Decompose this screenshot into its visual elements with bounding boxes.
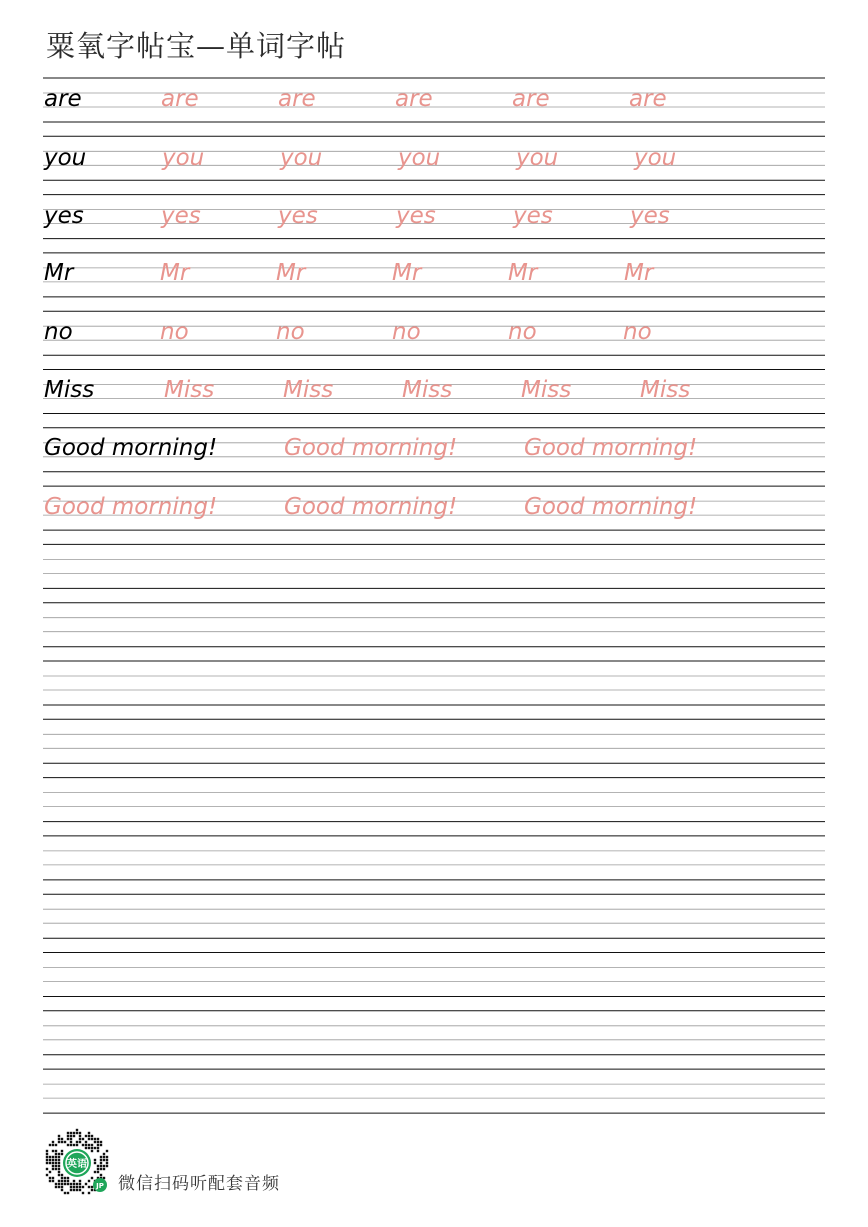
qr-dot — [67, 1192, 69, 1194]
trace-word: you — [280, 145, 323, 171]
trace-word: Miss — [164, 377, 215, 403]
trace-word: yes — [161, 203, 201, 229]
qr-dot — [46, 1150, 48, 1152]
qr-dot — [61, 1174, 63, 1176]
qr-dot — [73, 1135, 75, 1137]
qr-dot — [79, 1189, 81, 1191]
qr-dot — [49, 1156, 51, 1158]
qr-dot — [49, 1144, 51, 1146]
qr-dot — [61, 1189, 63, 1191]
qr-dot — [58, 1180, 60, 1182]
trace-word: are — [512, 86, 550, 112]
trace-word: you — [398, 145, 441, 171]
qr-dot — [73, 1144, 75, 1146]
qr-dot — [58, 1153, 60, 1155]
trace-word: no — [392, 319, 421, 345]
qr-dot — [100, 1174, 102, 1176]
qr-dot — [94, 1162, 96, 1164]
qr-dot — [58, 1162, 60, 1164]
trace-word: no — [508, 319, 537, 345]
trace-word: you — [162, 145, 205, 171]
qr-dot — [79, 1183, 81, 1185]
qr-dot — [97, 1171, 99, 1173]
qr-dot — [88, 1186, 90, 1188]
qr-dot — [91, 1135, 93, 1137]
qr-dot — [67, 1183, 69, 1185]
qr-dot — [70, 1132, 72, 1134]
footer-caption: 微信扫码听配套音频 — [118, 1174, 280, 1194]
qr-dot — [52, 1180, 54, 1182]
qr-dot — [52, 1144, 54, 1146]
qr-dot — [106, 1156, 108, 1158]
qr-dot — [76, 1189, 78, 1191]
trace-word: Mr — [276, 260, 306, 286]
trace-word: Miss — [640, 377, 691, 403]
trace-word: are — [395, 86, 433, 112]
qr-dot — [70, 1141, 72, 1143]
qr-dot — [103, 1168, 105, 1170]
qr-dot — [97, 1141, 99, 1143]
trace-word: Mr — [160, 260, 190, 286]
qr-dot — [64, 1141, 66, 1143]
qr-dot — [88, 1192, 90, 1194]
trace-word: yes — [513, 203, 553, 229]
qr-dot — [100, 1165, 102, 1167]
qr-dot — [91, 1144, 93, 1146]
qr-dot — [73, 1180, 75, 1182]
qr-dot — [79, 1141, 81, 1143]
qr-dot — [76, 1141, 78, 1143]
qr-dot — [88, 1147, 90, 1149]
qr-dot — [52, 1168, 54, 1170]
model-word: are — [44, 86, 82, 112]
qr-dot — [70, 1189, 72, 1191]
qr-dot — [76, 1132, 78, 1134]
qr-dot — [55, 1168, 57, 1170]
qr-dot — [76, 1144, 78, 1146]
trace-word: Mr — [508, 260, 538, 286]
qr-dot — [58, 1165, 60, 1167]
qr-dot — [61, 1177, 63, 1179]
qr-dot — [85, 1144, 87, 1146]
model-word: you — [44, 145, 87, 171]
qr-dot — [76, 1183, 78, 1185]
qr-dot — [58, 1138, 60, 1140]
qr-dot — [97, 1168, 99, 1170]
model-word: no — [44, 319, 73, 345]
trace-word: are — [161, 86, 199, 112]
trace-word: Mr — [392, 260, 422, 286]
qr-dot — [61, 1186, 63, 1188]
qr-dot — [82, 1138, 84, 1140]
qr-corner-label: JP — [96, 1182, 104, 1190]
qr-dot — [106, 1162, 108, 1164]
model-word: Good morning! — [44, 435, 218, 461]
trace-word: you — [634, 145, 677, 171]
qr-dot — [100, 1156, 102, 1158]
qr-dot — [46, 1153, 48, 1155]
qr-dot — [103, 1153, 105, 1155]
qr-dot — [100, 1162, 102, 1164]
model-word: Miss — [44, 377, 95, 403]
qr-dot — [106, 1165, 108, 1167]
qr-dot — [49, 1162, 51, 1164]
qr-dot — [46, 1156, 48, 1158]
qr-dot — [55, 1156, 57, 1158]
qr-dot — [61, 1153, 63, 1155]
qr-dot — [94, 1171, 96, 1173]
qr-dot — [97, 1138, 99, 1140]
qr-dot — [58, 1159, 60, 1161]
qr-dot — [73, 1186, 75, 1188]
qr-dot — [91, 1189, 93, 1191]
qr-dot — [85, 1135, 87, 1137]
qr-dot — [73, 1189, 75, 1191]
qr-dot — [79, 1186, 81, 1188]
qr-dot — [58, 1168, 60, 1170]
qr-dot — [55, 1162, 57, 1164]
qr-dot — [52, 1177, 54, 1179]
qr-dot — [103, 1165, 105, 1167]
trace-word: yes — [278, 203, 318, 229]
qr-dot — [52, 1159, 54, 1161]
qr-dot — [61, 1138, 63, 1140]
qr-dot — [55, 1159, 57, 1161]
trace-word: no — [623, 319, 652, 345]
qr-dot — [46, 1162, 48, 1164]
qr-dot — [100, 1159, 102, 1161]
qr-dot — [55, 1183, 57, 1185]
qr-dot — [73, 1183, 75, 1185]
qr-dot — [67, 1132, 69, 1134]
qr-dot — [70, 1135, 72, 1137]
qr-dot — [61, 1141, 63, 1143]
qr-dot — [100, 1168, 102, 1170]
qr-dot — [88, 1138, 90, 1140]
qr-dot — [79, 1135, 81, 1137]
trace-word: yes — [630, 203, 670, 229]
qr-dot — [52, 1150, 54, 1152]
qr-dot — [61, 1180, 63, 1182]
qr-dot — [64, 1192, 66, 1194]
qr-dot — [103, 1159, 105, 1161]
qr-dot — [52, 1156, 54, 1158]
qr-dot — [67, 1135, 69, 1137]
qr-dot — [88, 1135, 90, 1137]
page-title: 粟氧字帖宝—单词字帖 — [46, 29, 347, 63]
qr-dot — [55, 1153, 57, 1155]
qr-dot — [58, 1186, 60, 1188]
qr-dot — [46, 1168, 48, 1170]
qr-dot — [79, 1138, 81, 1140]
qr-dot — [58, 1156, 60, 1158]
qr-dot — [91, 1177, 93, 1179]
qr-dot — [67, 1138, 69, 1140]
trace-word: Mr — [624, 260, 654, 286]
qr-dot — [55, 1186, 57, 1188]
model-word: yes — [44, 203, 84, 229]
qr-dot — [97, 1147, 99, 1149]
trace-word: Good morning! — [44, 494, 218, 520]
qr-dot — [58, 1174, 60, 1176]
qr-dot — [82, 1186, 84, 1188]
qr-dot — [61, 1150, 63, 1152]
qr-dot — [106, 1159, 108, 1161]
trace-word: yes — [396, 203, 436, 229]
qr-dot — [70, 1144, 72, 1146]
qr-dot — [52, 1141, 54, 1143]
trace-word: no — [276, 319, 305, 345]
qr-dot — [49, 1180, 51, 1182]
trace-word: are — [278, 86, 316, 112]
qr-dot — [67, 1177, 69, 1179]
qr-badge-label: 英语 — [67, 1159, 87, 1170]
trace-word: Miss — [521, 377, 572, 403]
qr-dot — [55, 1150, 57, 1152]
qr-dot — [82, 1192, 84, 1194]
qr-dot — [91, 1186, 93, 1188]
qr-dot — [58, 1135, 60, 1137]
qr-dot — [103, 1156, 105, 1158]
qr-dot — [70, 1183, 72, 1185]
trace-word: are — [629, 86, 667, 112]
qr-code — [42, 1128, 112, 1198]
qr-dot — [85, 1141, 87, 1143]
qr-dot — [97, 1150, 99, 1152]
qr-dot — [91, 1138, 93, 1140]
qr-dot — [88, 1180, 90, 1182]
qr-dot — [91, 1147, 93, 1149]
qr-dot — [49, 1159, 51, 1161]
qr-dot — [94, 1141, 96, 1143]
qr-dot — [94, 1159, 96, 1161]
qr-dot — [70, 1186, 72, 1188]
qr-dot — [46, 1159, 48, 1161]
qr-dot — [55, 1144, 57, 1146]
trace-word: you — [516, 145, 559, 171]
qr-dot — [88, 1144, 90, 1146]
qr-dot — [88, 1132, 90, 1134]
qr-dot — [97, 1144, 99, 1146]
qr-dot — [94, 1147, 96, 1149]
qr-dot — [79, 1132, 81, 1134]
qr-dot — [79, 1180, 81, 1182]
trace-word: Good morning! — [284, 435, 458, 461]
qr-dot — [76, 1129, 78, 1131]
qr-dot — [49, 1177, 51, 1179]
trace-word: Good morning! — [524, 435, 698, 461]
trace-word: Good morning! — [284, 494, 458, 520]
qr-dot — [61, 1183, 63, 1185]
trace-word: Miss — [283, 377, 334, 403]
qr-dot — [70, 1138, 72, 1140]
qr-dot — [73, 1132, 75, 1134]
qr-dot — [100, 1141, 102, 1143]
qr-dot — [91, 1150, 93, 1152]
trace-word: Good morning! — [524, 494, 698, 520]
qr-dot — [67, 1180, 69, 1182]
qr-dot — [52, 1165, 54, 1167]
qr-dot — [106, 1150, 108, 1152]
trace-word: Miss — [402, 377, 453, 403]
qr-dot — [97, 1165, 99, 1167]
qr-dot — [76, 1186, 78, 1188]
qr-dot — [46, 1174, 48, 1176]
qr-dot — [55, 1165, 57, 1167]
qr-dot — [82, 1144, 84, 1146]
qr-dot — [85, 1147, 87, 1149]
qr-dot — [64, 1183, 66, 1185]
qr-dot — [52, 1162, 54, 1164]
qr-dot — [85, 1183, 87, 1185]
qr-dot — [100, 1144, 102, 1146]
qr-dot — [49, 1171, 51, 1173]
trace-word: no — [160, 319, 189, 345]
qr-dot — [67, 1144, 69, 1146]
qr-dot — [94, 1138, 96, 1140]
qr-dot — [58, 1141, 60, 1143]
qr-dot — [58, 1171, 60, 1173]
qr-dot — [64, 1180, 66, 1182]
model-word: Mr — [44, 260, 74, 286]
qr-dot — [58, 1183, 60, 1185]
qr-dot — [64, 1177, 66, 1179]
